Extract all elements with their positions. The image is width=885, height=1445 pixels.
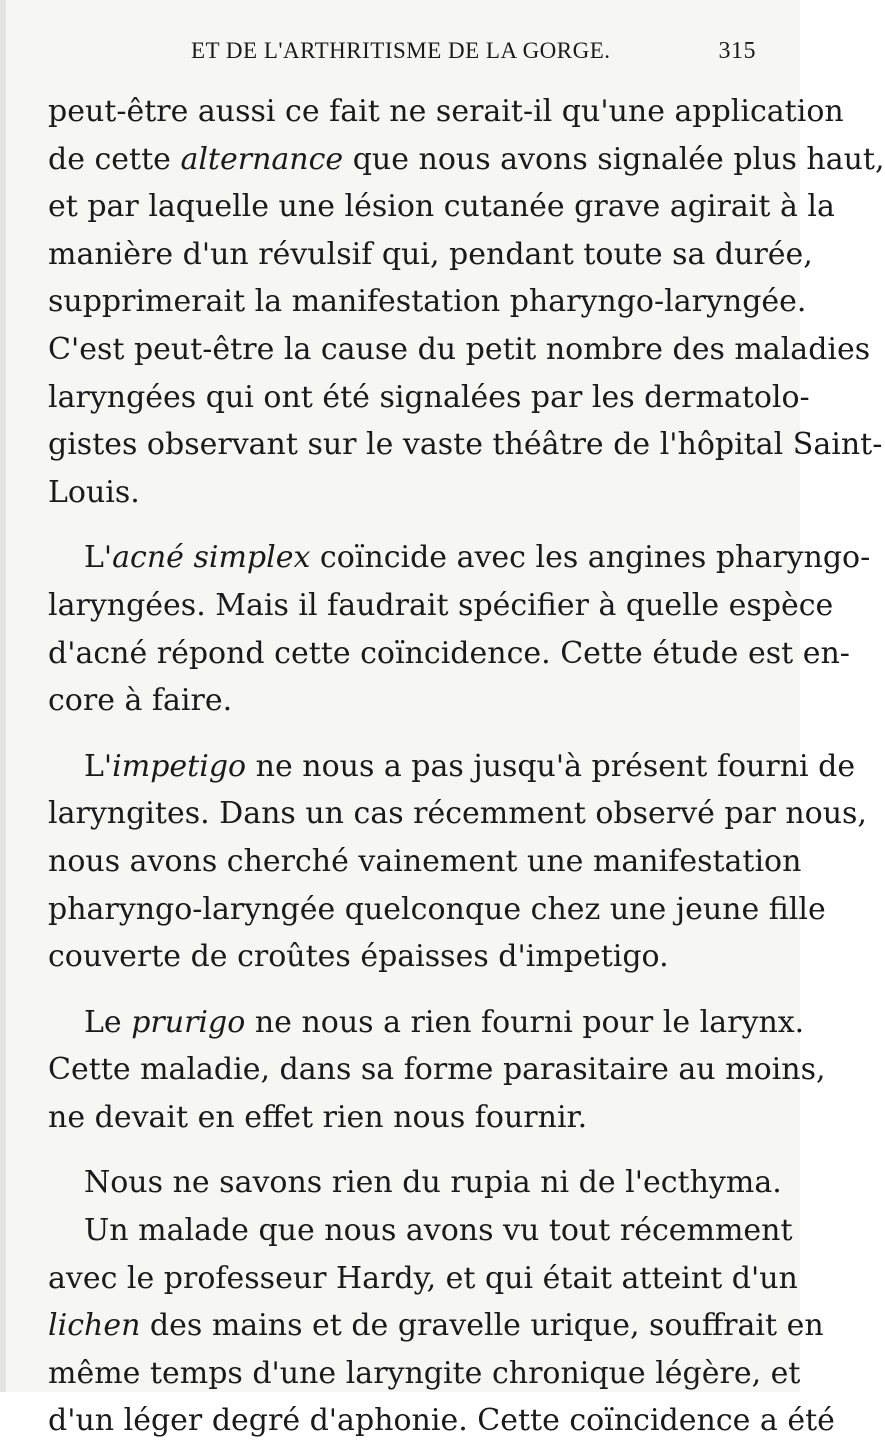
text-line: peut-être aussi ce fait ne serait-il qu'une application — [48, 94, 844, 129]
text-line: manière d'un révulsif qui, pendant toute sa durée, — [48, 236, 813, 272]
text-line: ne devait en effet rien nous fournir. — [48, 1099, 588, 1135]
text-line: Cette maladie, dans sa forme parasitaire au moins, — [48, 1052, 826, 1088]
text-line: laryngées qui ont été signalées par les dermatolo- — [48, 379, 810, 415]
italic-term: lichen — [48, 1308, 141, 1344]
text-line: couverte de croûtes épaisses d'impetigo. — [48, 939, 669, 975]
paragraph — [48, 88, 885, 516]
text-line: C'est peut-être la cause du petit nombre des maladies — [48, 331, 871, 367]
text-line: d'acné répond cette coïncidence. Cette étude est en- — [48, 635, 850, 671]
text-line: de cette alternance que nous avons signalée plus haut, — [48, 141, 885, 177]
text-line: avec le professeur Hardy, et qui était atteint d'un — [48, 1260, 798, 1296]
text-line: Un malade que nous avons vu tout récemment — [84, 1213, 793, 1249]
paragraph — [48, 1207, 835, 1445]
text-line: même temps d'une laryngite chronique légère, et — [48, 1355, 801, 1391]
text-line: supprimerait la manifestation pharyngo-laryngée. — [48, 284, 807, 320]
text-line: L'impetigo ne nous a pas jusqu'à présent fourni de — [84, 748, 856, 784]
paragraph — [48, 1159, 782, 1207]
text-line: nous avons cherché vainement une manifestation — [48, 843, 802, 879]
paragraph — [48, 743, 867, 981]
text-line: laryngites. Dans un cas récemment observé par nous, — [48, 796, 867, 832]
page-edge — [0, 0, 6, 1392]
italic-term: prurigo — [131, 1004, 246, 1040]
italic-term: impetigo — [112, 748, 247, 784]
text-line: pharyngo-laryngée quelconque chez une jeune fille — [48, 891, 826, 927]
text-line: d'un léger degré d'aphonie. Cette coïncidence a été — [48, 1403, 835, 1439]
text-line: Louis. — [48, 474, 140, 510]
text-line: core à faire. — [48, 683, 233, 719]
body-text — [48, 88, 885, 1445]
paragraph — [48, 999, 826, 1142]
running-head — [48, 38, 756, 72]
text-line: lichen des mains et de gravelle urique, souffrait en — [48, 1308, 824, 1344]
paragraph — [48, 534, 871, 724]
text-line: et par laquelle une lésion cutanée grave agirait à la — [48, 189, 835, 225]
text-line: Le prurigo ne nous a rien fourni pour le larynx. — [84, 1004, 805, 1040]
text-line: Nous ne savons rien du rupia ni de l'ecthyma. — [84, 1165, 782, 1201]
page-number: 315 — [718, 38, 756, 64]
text-line: laryngées. Mais il faudrait spécifier à quelle espèce — [48, 587, 834, 623]
italic-term: alternance — [180, 141, 344, 177]
running-head-title: ET DE L'ARTHRITISME DE LA GORGE. — [191, 38, 611, 63]
text-line: gistes observant sur le vaste théâtre de l'hôpital Saint- — [48, 427, 883, 463]
text-line: L'acné simplex coïncide avec les angines pharyngo- — [84, 540, 871, 576]
italic-term: acné simplex — [112, 540, 311, 576]
